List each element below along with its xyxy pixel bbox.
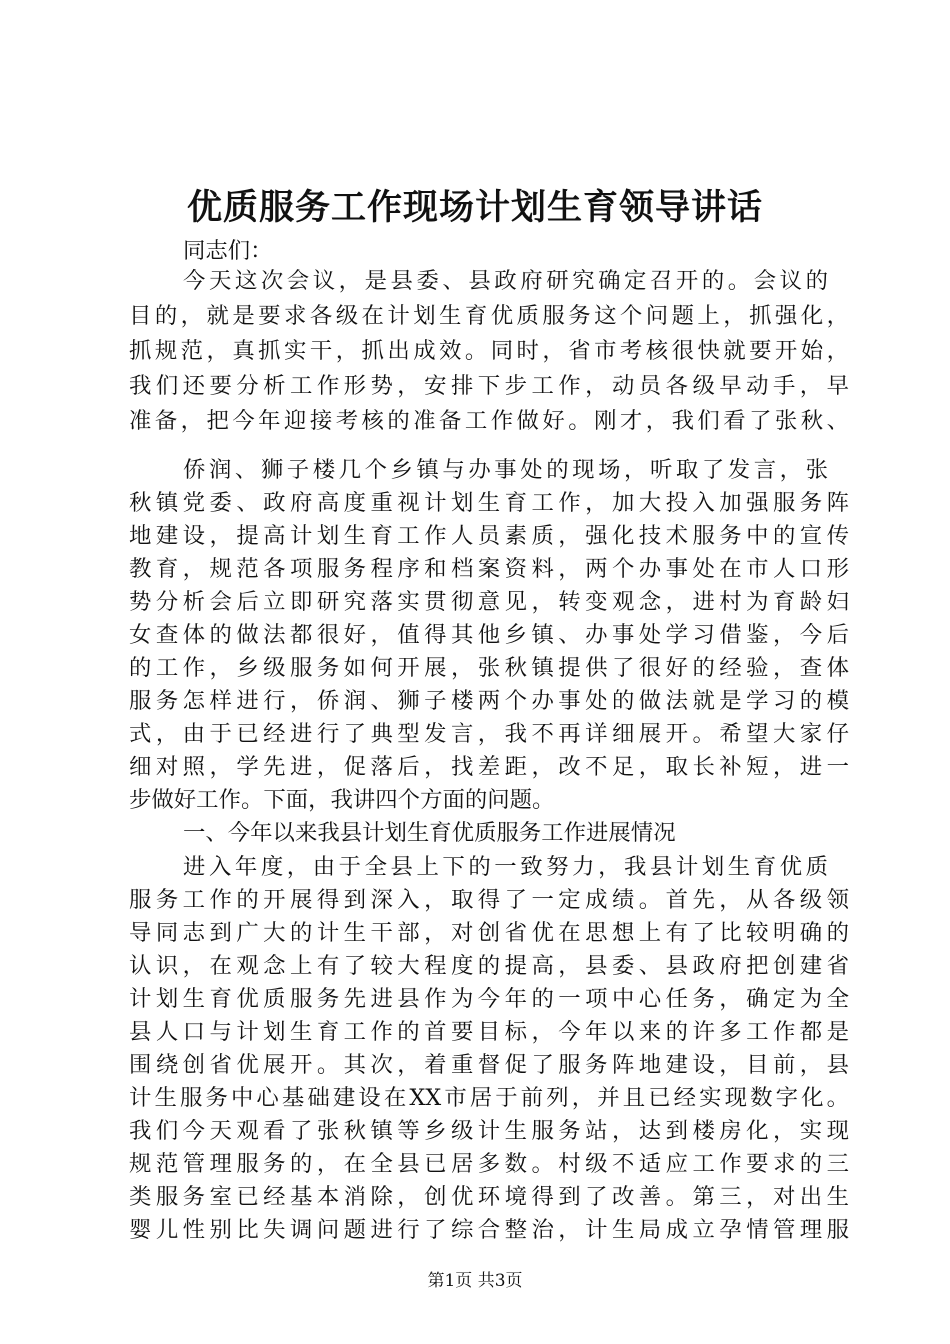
paragraph-line: 导同志到广大的计生干部，对创省优在思想上有了比较明确的	[129, 920, 849, 946]
paragraph-line: 女查体的做法都很好，值得其他乡镇、办事处学习借鉴，今后	[129, 622, 849, 648]
paragraph-line: 今天这次会议，是县委、县政府研究确定召开的。会议的	[183, 268, 828, 294]
paragraph-line: 细对照，学先进，促落后，找差距，改不足，取长补短，进一	[129, 754, 849, 780]
paragraph-line: 类服务室已经基本消除，创优环境得到了改善。第三，对出生	[129, 1184, 849, 1210]
document-title: 优质服务工作现场计划生育领导讲话	[186, 187, 763, 228]
paragraph-line: 教育，规范各项服务程序和档案资料，两个办事处在市人口形	[129, 556, 849, 582]
paragraph-line: 秋镇党委、政府高度重视计划生育工作，加大投入加强服务阵	[129, 490, 849, 516]
paragraph-line: 计划生育优质服务先进县作为今年的一项中心任务，确定为全	[129, 986, 849, 1012]
paragraph-line: 服务怎样进行，侨润、狮子楼两个办事处的做法就是学习的模	[129, 688, 849, 714]
paragraph-line: 步做好工作。下面，我讲四个方面的问题。	[129, 787, 555, 813]
greeting: 同志们：	[183, 238, 273, 264]
paragraph-line: 服务工作的开展得到深入，取得了一定成绩。首先，从各级领	[129, 887, 849, 913]
paragraph-line: 抓规范，真抓实干，抓出成效。同时，省市考核很快就要开始，	[129, 338, 849, 364]
paragraph-line: 准备，把今年迎接考核的准备工作做好。刚才，我们看了张秋、	[129, 408, 849, 434]
paragraph-line: 目的，就是要求各级在计划生育优质服务这个问题上，抓强化，	[129, 303, 849, 329]
paragraph-line: 进入年度，由于全县上下的一致努力，我县计划生育优质	[183, 854, 828, 880]
page-number: 第1页 共3页	[427, 1271, 523, 1291]
paragraph-line: 侨润、狮子楼几个乡镇与办事处的现场，听取了发言，张	[183, 457, 828, 483]
paragraph-line: 势分析会后立即研究落实贯彻意见，转变观念，进村为育龄妇	[129, 589, 849, 615]
paragraph-line: 地建设，提高计划生育工作人员素质，强化技术服务中的宣传	[129, 523, 849, 549]
paragraph-line: 式，由于已经进行了典型发言，我不再详细展开。希望大家仔	[129, 721, 849, 747]
paragraph-line: 的工作，乡级服务如何开展，张秋镇提供了很好的经验，查体	[129, 655, 849, 681]
paragraph-line: 婴儿性别比失调问题进行了综合整治，计生局成立孕情管理服	[129, 1217, 849, 1243]
section-heading: 一、今年以来我县计划生育优质服务工作进展情况	[183, 820, 676, 846]
paragraph-line: 我们今天观看了张秋镇等乡级计生服务站，达到楼房化，实现	[129, 1118, 849, 1144]
paragraph-line: 我们还要分析工作形势，安排下步工作，动员各级早动手，早	[129, 373, 849, 399]
paragraph-line: 县人口与计划生育工作的首要目标，今年以来的许多工作都是	[129, 1019, 849, 1045]
paragraph-line: 计生服务中心基础建设在XX市居于前列，并且已经实现数字化。	[129, 1085, 849, 1111]
paragraph-line: 围绕创省优展开。其次，着重督促了服务阵地建设，目前，县	[129, 1052, 849, 1078]
paragraph-line: 规范管理服务的，在全县已居多数。村级不适应工作要求的三	[129, 1151, 849, 1177]
paragraph-line: 认识，在观念上有了较大程度的提高，县委、县政府把创建省	[129, 953, 849, 979]
